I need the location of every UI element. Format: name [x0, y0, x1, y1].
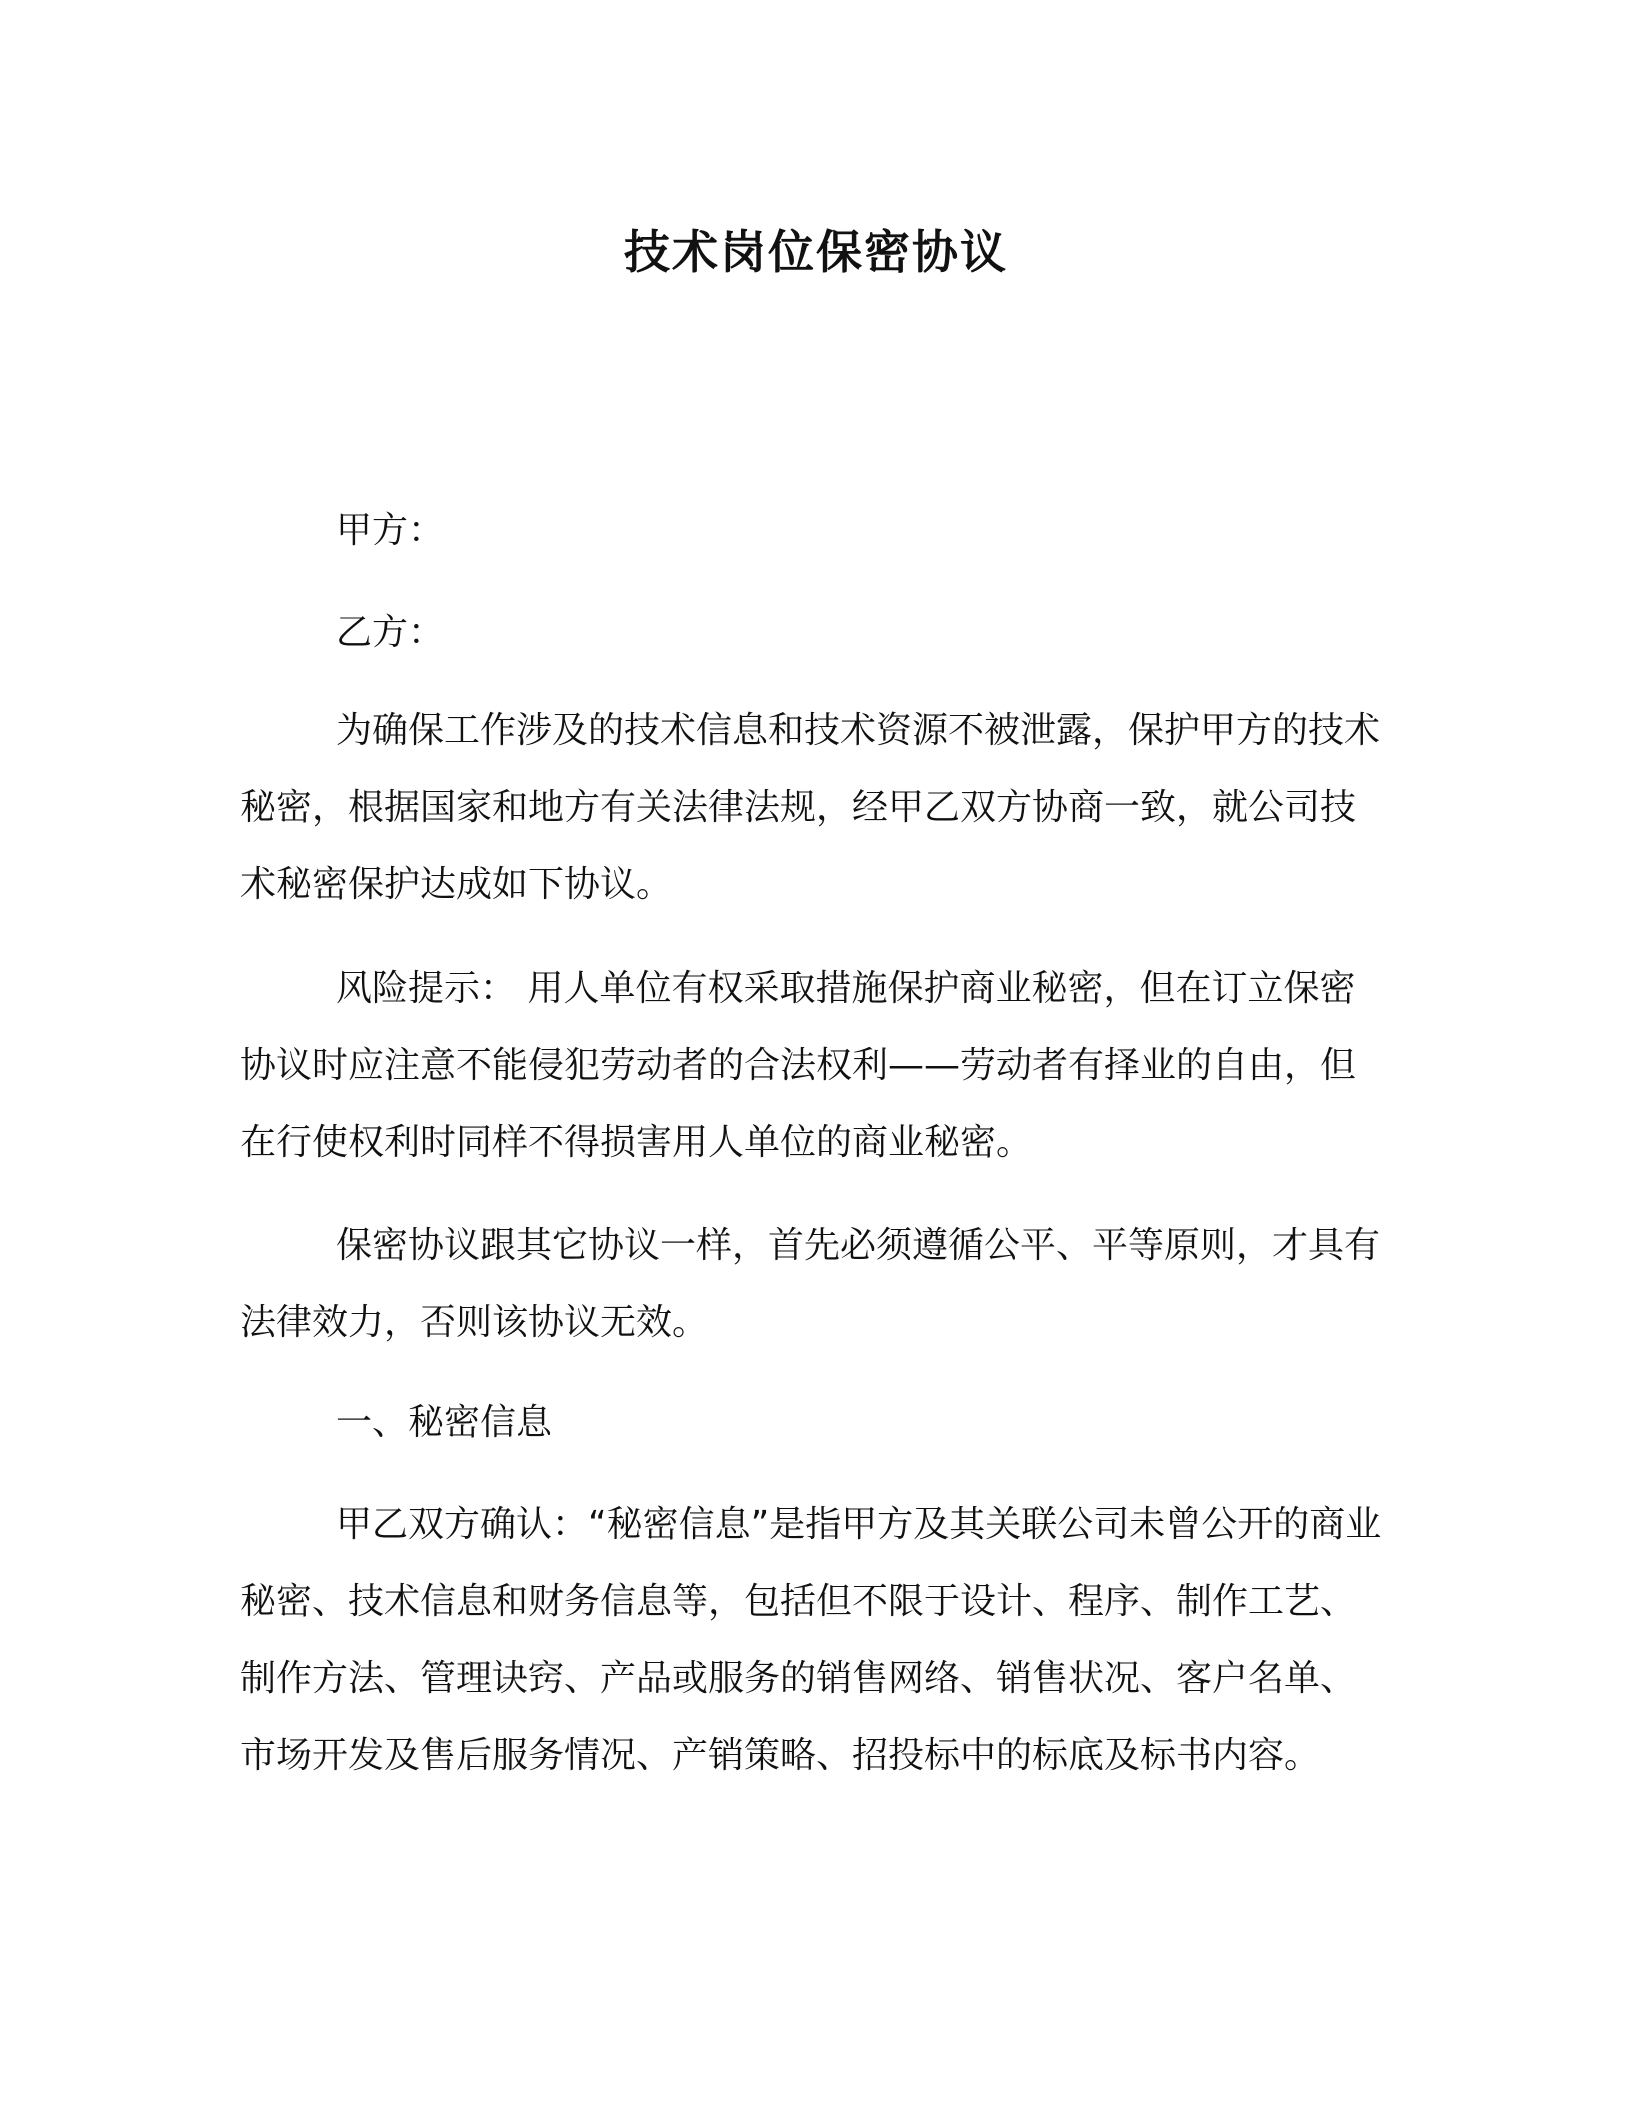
section-heading: 一、秘密信息	[336, 1402, 553, 1443]
risk-warning-paragraph: 风险提示： 用人单位有权采取措施保护商业秘密，但在订立保密协议时应注意不能侵犯劳动者的合法权利——劳动者有择业的自由，但在行使权利时同样不得损害用人单位的商业秘密。	[240, 968, 1357, 1163]
section-paragraph: 甲乙双方确认：“秘密信息”是指甲方及其关联公司未曾公开的商业秘密、技术信息和财务信息等，包括但不限于设计、程序、制作工艺、制作方法、管理诀窍、产品或服务的销售网络、销售状况、客户名单、市场开发及售后服务情况、产销策略、招投标中的标底及标书内容。	[240, 1504, 1382, 1776]
document-title: 技术岗位保密协议	[624, 225, 1008, 279]
party-a-label: 甲方：	[336, 510, 445, 551]
intro-paragraph: 为确保工作涉及的技术信息和技术资源不被泄露，保护甲方的技术秘密，根据国家和地方有关法律法规，经甲乙双方协商一致，就公司技术秘密保护达成如下协议。	[240, 710, 1381, 905]
fairness-paragraph: 保密协议跟其它协议一样，首先必须遵循公平、平等原则，才具有法律效力，否则该协议无效。	[240, 1225, 1381, 1343]
party-b-label: 乙方：	[336, 612, 445, 653]
